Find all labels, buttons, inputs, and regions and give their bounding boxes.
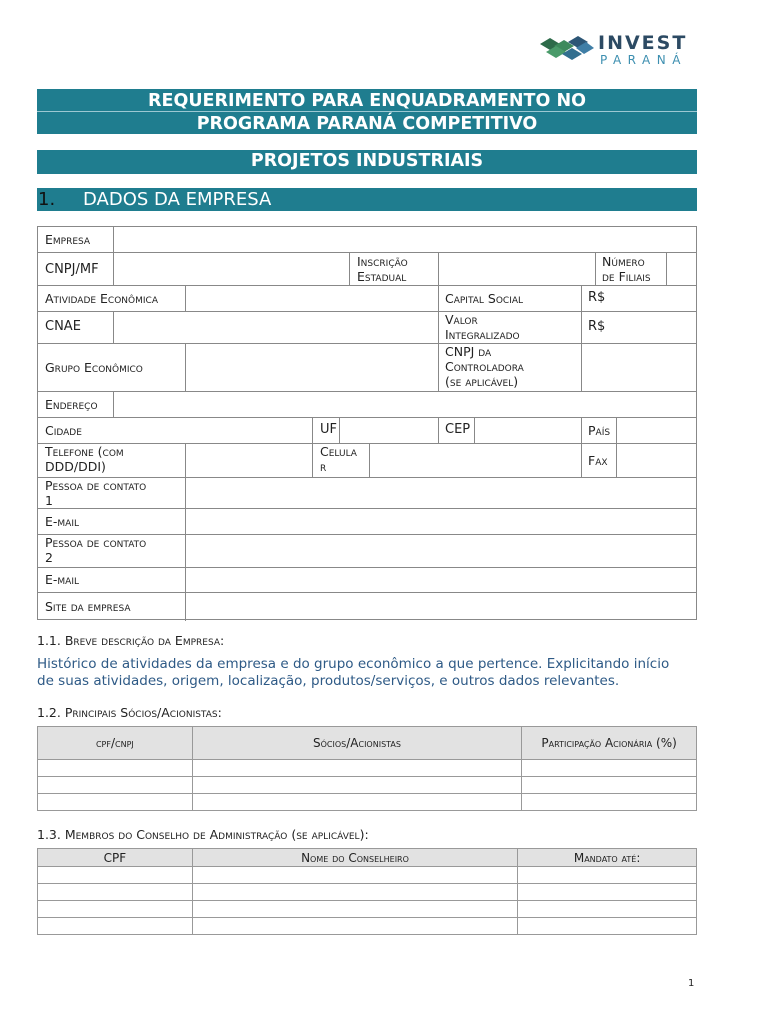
cidade-field[interactable]	[114, 418, 312, 443]
label-empresa: Empresa	[45, 232, 91, 247]
atividade-field[interactable]	[186, 286, 438, 311]
section-1-3-heading: 1.3. Membros do Conselho de Administração (se aplicável):	[37, 827, 369, 842]
label-pessoa2-2: 2	[45, 550, 53, 565]
logo-word-invest: INVEST	[598, 32, 688, 54]
empresa-field[interactable]	[114, 227, 697, 252]
header-mandato: Mandato até:	[518, 849, 697, 867]
valor-integralizado-value[interactable]: R$	[588, 319, 606, 334]
table-cell[interactable]	[518, 901, 697, 918]
table-row	[38, 867, 697, 884]
section-title: DADOS DA EMPRESA	[83, 189, 272, 210]
table-cell[interactable]	[38, 777, 193, 794]
page-number: 1	[688, 978, 695, 989]
table-cell[interactable]	[38, 867, 193, 884]
label-cidade: Cidade	[45, 423, 82, 438]
table-cell[interactable]	[518, 884, 697, 901]
label-fax: Fax	[588, 453, 608, 468]
partners-table	[37, 726, 697, 811]
table-row	[38, 918, 697, 935]
table-cell[interactable]	[522, 794, 697, 811]
pessoa-contato-2-field[interactable]	[186, 535, 697, 567]
table-row	[38, 884, 697, 901]
label-numero-2: de Filiais	[602, 269, 651, 284]
celular-field[interactable]	[370, 444, 581, 477]
header-nome-conselheiro: Nome do Conselheiro	[192, 849, 518, 867]
capital-value[interactable]: R$	[588, 290, 606, 305]
header-cpf-cnpj: cpf/cnpj	[38, 727, 193, 760]
section-1-1-heading: 1.1. Breve descrição da Empresa:	[37, 633, 225, 648]
label-cnpj-ctrl-2: Controladora	[445, 359, 524, 374]
title-banner	[37, 89, 697, 134]
table-cell[interactable]	[192, 867, 518, 884]
subtitle-banner: PROJETOS INDUSTRIAIS	[37, 150, 697, 174]
title-divider	[37, 111, 697, 112]
table-cell[interactable]	[518, 867, 697, 884]
cep-field[interactable]	[475, 418, 581, 443]
label-pessoa2-1: Pessoa de contato	[45, 535, 147, 550]
label-email-2: E-mail	[45, 572, 79, 587]
label-grupo: Grupo Econômico	[45, 360, 143, 375]
label-inscricao-1: Inscrição	[357, 254, 408, 269]
numero-filiais-field[interactable]	[667, 253, 697, 285]
title-line-2: PROGRAMA PARANÁ COMPETITIVO	[196, 114, 538, 134]
section-number: 1.	[38, 189, 56, 210]
label-site: Site da empresa	[45, 599, 131, 614]
label-cnpj-ctrl-3: (se aplicável)	[445, 374, 519, 389]
label-pais: País	[588, 423, 611, 438]
inscricao-field[interactable]	[439, 253, 595, 285]
table-cell[interactable]	[192, 884, 518, 901]
pessoa-contato-1-field[interactable]	[186, 478, 697, 508]
label-pessoa1-2: 1	[45, 493, 53, 508]
table-cell[interactable]	[38, 794, 193, 811]
table-row	[38, 794, 697, 811]
logo-mark-icon	[536, 30, 596, 70]
table-cell[interactable]	[192, 794, 521, 811]
endereco-field[interactable]	[114, 392, 697, 417]
telefone-field[interactable]	[186, 444, 312, 477]
table-cell[interactable]	[38, 901, 193, 918]
label-pessoa1-1: Pessoa de contato	[45, 478, 147, 493]
table-row	[38, 760, 697, 777]
grupo-field[interactable]	[186, 344, 438, 391]
label-valor-1: Valor	[445, 312, 478, 327]
label-cnpj-ctrl-1: CNPJ da	[445, 344, 492, 359]
label-cnae: CNAE	[45, 319, 81, 334]
label-capital: Capital Social	[445, 291, 524, 306]
uf-field[interactable]	[340, 418, 438, 443]
label-valor-2: Integralizado	[445, 327, 520, 342]
table-cell[interactable]	[192, 918, 518, 935]
fax-field[interactable]	[617, 444, 697, 477]
invest-parana-logo	[536, 30, 700, 70]
header-socios: Sócios/Acionistas	[192, 727, 521, 760]
email-1-field[interactable]	[186, 509, 697, 534]
label-numero-1: Número	[602, 254, 645, 269]
logo-word-parana: PARANÁ	[600, 53, 687, 67]
table-cell[interactable]	[192, 901, 518, 918]
table-cell[interactable]	[38, 884, 193, 901]
site-field[interactable]	[186, 593, 697, 620]
table-cell[interactable]	[192, 777, 521, 794]
label-uf: UF	[320, 422, 337, 437]
cnpj-mf-field[interactable]	[114, 253, 348, 285]
table-row	[38, 901, 697, 918]
label-endereco: Endereço	[45, 397, 98, 412]
section-banner	[37, 188, 697, 211]
label-telefone-1: Telefone (com	[45, 444, 124, 459]
description-line-2: de suas atividades, origem, localização, produtos/serviços, e outros dados relevantes.	[37, 673, 620, 689]
header-participacao: Participação Acionária (%)	[522, 727, 697, 760]
pais-field[interactable]	[617, 418, 697, 443]
board-table	[37, 848, 697, 935]
label-celular-2: r	[320, 459, 327, 474]
description-line-1: Histórico de atividades da empresa e do grupo econômico a que pertence. Explicitando início	[37, 656, 670, 672]
title-line-1: REQUERIMENTO PARA ENQUADRAMENTO NO	[148, 91, 586, 111]
section-1-2-heading: 1.2. Principais Sócios/Acionistas:	[37, 705, 222, 720]
email-2-field[interactable]	[186, 568, 697, 592]
label-celular-1: Celula	[320, 444, 357, 459]
section-1-1-description[interactable]	[37, 656, 707, 690]
label-inscricao-2: Estadual	[357, 269, 407, 284]
label-cep: CEP	[445, 422, 471, 437]
label-atividade: Atividade Econômica	[45, 291, 158, 306]
table-cell[interactable]	[518, 918, 697, 935]
table-cell[interactable]	[522, 760, 697, 777]
table-cell[interactable]	[38, 918, 193, 935]
table-cell[interactable]	[522, 777, 697, 794]
table-row	[38, 777, 697, 794]
cnae-field[interactable]	[114, 312, 438, 343]
company-data-form	[37, 226, 697, 620]
label-telefone-2: DDD/DDI)	[45, 459, 106, 474]
table-cell[interactable]	[38, 760, 193, 777]
header-cpf: CPF	[38, 849, 193, 867]
label-cnpj-mf: CNPJ/MF	[45, 262, 99, 277]
label-email-1: E-mail	[45, 514, 79, 529]
cnpj-controladora-field[interactable]	[582, 344, 697, 391]
table-cell[interactable]	[192, 760, 521, 777]
